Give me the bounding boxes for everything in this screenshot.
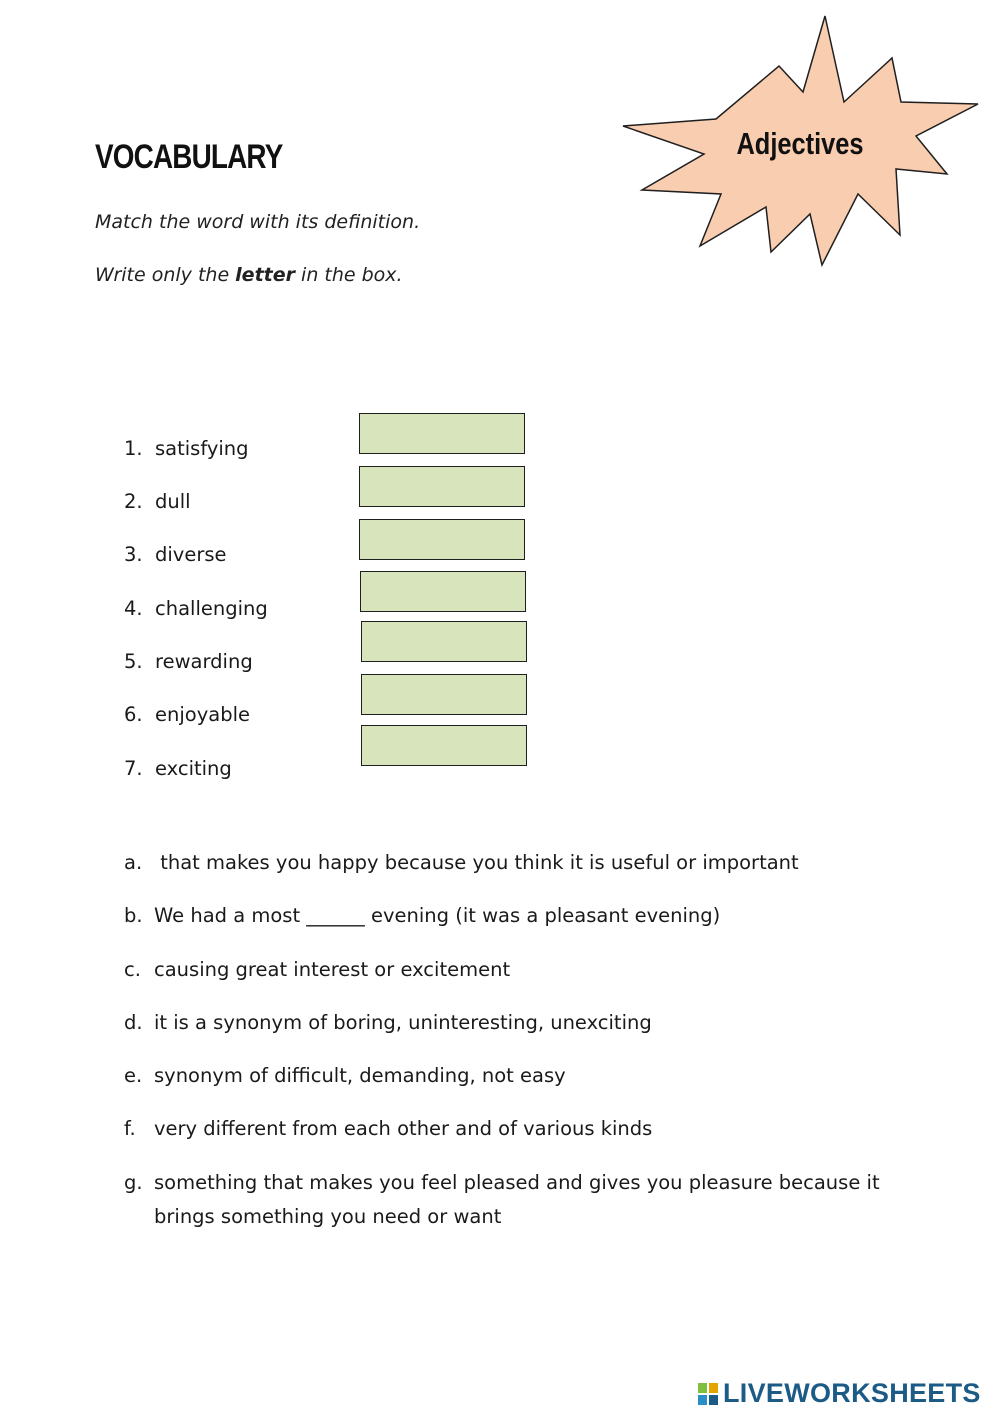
word-number: 7. — [124, 756, 143, 780]
answer-box-7[interactable] — [361, 725, 527, 766]
answer-box-3[interactable] — [359, 519, 525, 560]
word-text: diverse — [155, 543, 227, 567]
instruction-write — [95, 264, 403, 286]
word-text: exciting — [155, 756, 232, 780]
definition-letter: a. — [124, 851, 143, 874]
answer-box-1[interactable] — [359, 413, 525, 454]
word-list — [124, 422, 354, 795]
word-item — [124, 529, 354, 582]
word-item — [124, 475, 354, 528]
definition-text: something that makes you feel pleased and gives you pleasure because it brings something you need or want — [154, 1170, 886, 1228]
definition-letter: d. — [124, 1010, 143, 1034]
adjectives-badge-text: Adjectives — [736, 126, 864, 162]
answer-box-4[interactable] — [360, 571, 526, 612]
word-number: 6. — [124, 703, 143, 727]
word-text: dull — [155, 490, 191, 514]
word-item — [124, 688, 354, 741]
definition-letter: f. — [124, 1117, 136, 1141]
word-text: enjoyable — [155, 703, 250, 727]
definition-item — [124, 1059, 884, 1093]
word-item — [124, 422, 354, 475]
definition-item — [124, 1006, 884, 1040]
definition-letter: g. — [124, 1170, 143, 1194]
definition-text: it is a synonym of boring, uninteresting, unexciting — [154, 1010, 652, 1034]
word-number: 3. — [124, 543, 143, 567]
word-text: satisfying — [155, 436, 249, 460]
word-number: 2. — [124, 490, 143, 514]
word-item — [124, 582, 354, 635]
word-text: challenging — [155, 596, 268, 620]
adjectives-starburst — [620, 14, 982, 270]
instruction-write-bold: letter — [235, 264, 295, 286]
answer-box-6[interactable] — [361, 674, 527, 715]
instruction-match: Match the word with its definition. — [95, 211, 421, 233]
definition-letter: b. — [124, 904, 143, 928]
definition-item — [124, 899, 884, 933]
definition-item — [124, 1112, 884, 1146]
definition-text: that makes you happy because you think it is useful or important — [154, 851, 799, 874]
instruction-write-post: in the box. — [295, 264, 403, 286]
definition-item — [124, 953, 884, 987]
definition-text: synonym of difficult, demanding, not easy — [154, 1064, 566, 1088]
definition-letter: e. — [124, 1064, 143, 1088]
definition-item — [124, 1166, 884, 1234]
page-title: VOCABULARY — [95, 138, 283, 176]
definition-letter: c. — [124, 957, 141, 981]
word-number: 4. — [124, 596, 143, 620]
liveworksheets-logo-text: LIVEWORKSHEETS — [723, 1378, 981, 1408]
liveworksheets-logo — [697, 1378, 981, 1409]
word-number: 1. — [124, 436, 143, 460]
definition-text: We had a most ______ evening (it was a pleasant evening) — [154, 904, 721, 928]
definition-text: very different from each other and of various kinds — [154, 1117, 653, 1141]
definition-text: causing great interest or excitement — [154, 957, 511, 981]
word-item — [124, 742, 354, 795]
word-number: 5. — [124, 650, 143, 674]
definition-item — [124, 846, 884, 880]
answer-box-2[interactable] — [359, 466, 525, 507]
instruction-write-pre: Write only the — [95, 264, 236, 286]
word-text: rewarding — [155, 650, 253, 674]
definition-list — [124, 846, 884, 1253]
liveworksheets-logo-icon — [697, 1382, 719, 1406]
word-item — [124, 635, 354, 688]
answer-box-5[interactable] — [361, 621, 527, 662]
